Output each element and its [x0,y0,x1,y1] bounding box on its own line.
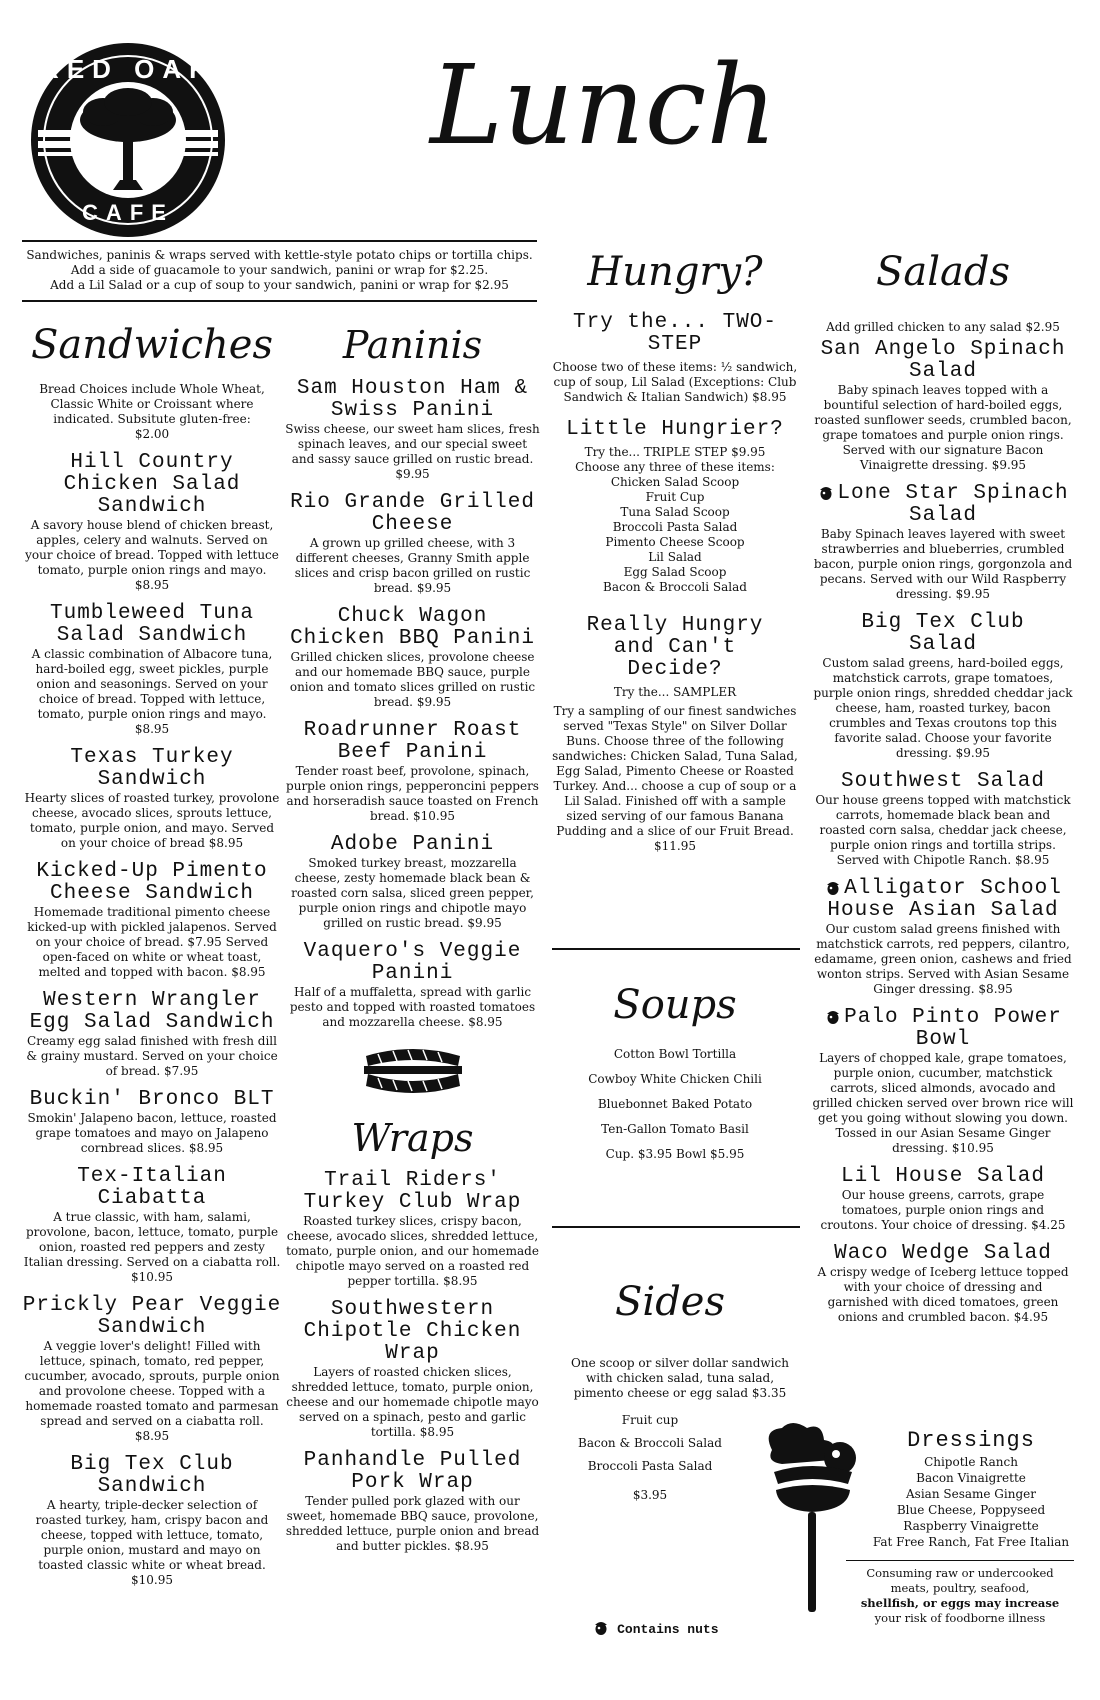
paninis-heading: Paninis [342,323,483,367]
item-name: Vaquero's Veggie Panini [303,940,522,985]
item-name: Big Tex Club Salad [861,611,1025,656]
item-desc: A savory house blend of chicken breast, apples, celery and walnuts. Served on your choice of bread. Topped with lettuce tomato, purple onion rings and mayo. $8.95 [25,518,279,592]
item-name: Really Hungry and Can't Decide? [586,614,764,681]
menu-item [22,452,282,593]
dressing-item: Fat Free Ranch, Fat Free Italian [872,1535,1070,1549]
intro-text [22,248,537,293]
item-desc: A hearty, triple-decker selection of roasted turkey, ham, crispy bacon and cheese, topped with lettuce, tomato, purple onion, mustard and mayo on toasted classic white or wheat bread. $10.95 [35,1498,269,1587]
list-item: Broccoli Pasta Salad [612,520,738,534]
item-name: Buckin' Bronco BLT [29,1088,275,1111]
sides-desc: One scoop or silver dollar sandwich with chicken salad, tuna salad, pimento cheese or egg salad $3.35 [571,1356,789,1400]
item-name: Prickly Pear Veggie Sandwich [22,1294,282,1339]
menu-item [22,861,282,980]
menu-item [22,603,282,737]
dressings-section [868,1428,1074,1550]
menu-item [22,990,282,1079]
menu-item [285,1450,540,1554]
item-name: Rio Grande Grilled Cheese [290,491,535,536]
intro-bottom-rule [22,300,537,302]
item-desc: Try a sampling of our finest sandwiches served "Texas Style" on Silver Dollar Buns. Choose three of the following sandwiches: Chicken Salad, Tuna Salad, Egg Salad, Pimento Cheese or Roasted Turkey. And... choose a cup of soup or a Lil Salad. Finished off with a sample sized serving of our famous Banana Pudding and a slice of our Fruit Bread. $11.95 [552,704,798,853]
menu-item [285,720,540,824]
item-name: Adobe Panini [330,833,495,856]
item-name: Waco Wedge Salad [834,1242,1052,1265]
item-name: Tex-Italian Ciabatta [77,1165,227,1210]
warning-line: your risk of foodborne illness [874,1611,1046,1625]
intro-top-rule [22,240,537,242]
list-item: Chicken Salad Scoop [610,475,740,489]
item-desc: Half of a muffaletta, spread with garlic pesto and topped with roasted tomatoes and mozzarella cheese. $8.95 [289,985,536,1029]
little-hungrier-item [552,419,798,595]
hungry-column [552,232,798,864]
side-item: Fruit cup [621,1413,679,1427]
item-name: Big Tex Club Sandwich [70,1453,234,1498]
wraps-heading: Wraps [351,1116,474,1160]
item-desc: Tender pulled pork glazed with our sweet, homemade BBQ sauce, provolone, shredded lettuce, purple onion and bread and butter pickles. $8.95 [285,1494,540,1553]
item-desc: Choose two of these items: ½ sandwich, cup of soup, Lil Salad (Exceptions: Club Sandwich & Italian Sandwich) $8.95 [552,360,798,404]
item-desc: A true classic, with ham, salami, provolone, bacon, lettuce, tomato, purple onion, roasted red peppers and zesty Italian dressing. Served on a ciabatta roll. $10.95 [23,1210,281,1284]
item-desc: Hearty slices of roasted turkey, provolone cheese, avocado slices, sprouts lettuce, tomato, purple onion, and mayo. Served on your choice of bread $8.95 [24,791,280,850]
item-desc: Baby spinach leaves topped with a bountiful selection of hard-boiled eggs, roasted sunflower seeds, crumbled bacon, grape tomatoes and purple onion rings. Served with our signature Bacon Vinaigrette dressing. $9.95 [814,383,1072,472]
two-step-item [552,312,798,405]
soup-item: Ten-Gallon Tomato Basil [601,1122,749,1136]
logo-bottom-text: CAFE [82,200,174,225]
item-name-text: Alligator School House Asian Salad [827,877,1062,922]
item-name: Texas Turkey Sandwich [70,746,234,791]
menu-item [285,941,540,1030]
warning-line-bold: shellfish, or eggs may increase [860,1596,1060,1610]
item-desc: A grown up grilled cheese, with 3 different cheeses, Granny Smith apple slices and crisp bacon grilled on rustic bread. $9.95 [294,536,531,595]
item-desc: Tender roast beef, provolone, spinach, purple onion rings, pepperoncini peppers and horseradish sauce toasted on French bread. $10.95 [286,764,539,823]
nut-icon [592,1618,610,1636]
item-desc: Our house greens, carrots, grape tomatoes, purple onion rings and croutons. Your choice of dressing. $4.25 [820,1188,1066,1232]
menu-item [812,1007,1074,1156]
menu-item [285,378,540,482]
item-name: Panhandle Pulled Pork Wrap [303,1449,522,1494]
sides-top-rule [552,1226,800,1228]
logo-top-text: RED OAK [40,54,216,84]
menu-item [812,483,1074,602]
soups-top-rule [552,948,800,950]
item-name-text: Palo Pinto Power Bowl [844,1006,1062,1051]
panini-illustration [285,1042,540,1104]
menu-item [22,1089,282,1156]
menu-item [812,1243,1074,1325]
item-choose: Choose any three of these items: [575,460,775,474]
side-price: $3.95 [632,1488,668,1502]
menu-item [812,339,1074,473]
item-desc: Creamy egg salad finished with fresh dill & grainy mustard. Served on your choice of bread. $7.95 [26,1034,278,1078]
item-name: Try the... TWO-STEP [572,311,778,356]
soup-item: Bluebonnet Baked Potato [597,1097,753,1111]
menu-item [22,1166,282,1285]
item-try: Try the... SAMPLER [613,685,737,699]
item-try: Try the... TRIPLE STEP $9.95 [584,445,766,459]
menu-item [285,1299,540,1440]
list-item: Bacon & Broccoli Salad [603,580,747,594]
item-desc: Smokin' Jalapeno bacon, lettuce, roasted grape tomatoes and mayo on Jalapeno cornbread slices. $8.95 [27,1111,277,1155]
salads-column [812,232,1074,1335]
menu-item [285,606,540,710]
nut-icon [817,483,835,501]
menu-item [22,1295,282,1444]
item-name [812,878,1074,922]
item-desc: Smoked turkey breast, mozzarella cheese, zesty homemade black bean & roasted corn salsa, sliced green pepper, purple onion rings and chipotle mayo grilled on rustic bread. $9.95 [291,856,534,930]
item-desc: Roasted turkey slices, crispy bacon, cheese, avocado slices, shredded lettuce, tomato, purple onion, and our homemade chipotle mayo served on a roasted red pepper tortilla. $8.95 [286,1214,539,1288]
sampler-item [552,615,798,854]
sandwiches-column [22,312,282,1598]
warning-rule [846,1560,1074,1561]
dressing-item: Bacon Vinaigrette [916,1471,1026,1485]
item-desc: Layers of roasted chicken slices, shredded lettuce, tomato, purple onion, cheese and our homemade chipotle mayo served on a spinach, pesto and garlic tortilla. $8.95 [286,1365,539,1439]
item-name: Hill Country Chicken Salad Sandwich [63,451,241,518]
food-warning [846,1566,1074,1626]
intro-line: Sandwiches, paninis & wraps served with kettle-style potato chips or tortilla chips. [26,248,533,262]
soups-section [552,968,798,1167]
item-desc: A veggie lover's delight! Filled with lettuce, spinach, tomato, red pepper, cucumber, avocado, sprouts, purple onion and provolone cheese. Topped with a homemade roasted tomato and parmesan spread and served on a ciabatta roll. $8.95 [24,1339,280,1443]
menu-item [285,492,540,596]
item-name: Roadrunner Roast Beef Panini [303,719,522,764]
menu-item [812,1166,1074,1233]
dressing-item: Raspberry Vinaigrette [903,1519,1039,1533]
item-name: Lil House Salad [840,1165,1046,1188]
item-name: Sam Houston Ham & Swiss Panini [296,377,529,422]
nut-icon [824,1007,842,1025]
side-item: Bacon & Broccoli Salad [578,1436,722,1450]
item-name: Trail Riders' Turkey Club Wrap [303,1169,522,1214]
menu-item [22,1454,282,1588]
paninis-column [285,312,540,1564]
menu-item [22,747,282,851]
list-item: Egg Salad Scoop [623,565,727,579]
bread-note: Bread Choices include Whole Wheat, Classic White or Croissant where indicated. Subsitute gluten-free: $2.00 [39,382,265,441]
dressing-item: Blue Cheese, Poppyseed [896,1503,1046,1517]
dressing-item: Asian Sesame Ginger [906,1487,1036,1501]
menu-item [285,834,540,931]
soups-heading: Soups [613,982,737,1028]
intro-line: Add a Lil Salad or a cup of soup to your sandwich, panini or wrap for $2.95 [50,278,509,292]
soup-item: Cotton Bowl Tortilla [613,1047,737,1061]
item-desc: Grilled chicken slices, provolone cheese and our homemade BBQ sauce, purple onion and tomato slices grilled on rustic bread. $9.95 [289,650,536,709]
item-desc: Baby Spinach leaves layered with sweet strawberries and blueberries, crumbled bacon, purple onion rings, gorgonzola and pecans. Served with our Wild Raspberry dressing. $9.95 [813,527,1073,601]
sides-heading: Sides [615,1279,725,1325]
item-desc: Our custom salad greens finished with matchstick carrots, red peppers, cilantro, edamame, green onion, cashews and fried wonton strips. Served with Asian Sesame Ginger dressing. $8.95 [814,922,1072,996]
soup-item: Cowboy White Chicken Chili [588,1072,762,1086]
menu-item [812,878,1074,997]
salads-heading: Salads [875,249,1011,295]
sandwich-list [22,452,282,1588]
warning-line: Consuming raw or undercooked meats, poultry, seafood, [866,1566,1054,1595]
hungry-heading: Hungry? [587,249,763,295]
menu-item [285,1170,540,1289]
salads-note: Add grilled chicken to any salad $2.95 [826,320,1060,334]
item-name [812,1007,1074,1051]
item-name: Tumbleweed Tuna Salad Sandwich [49,602,255,647]
item-name: Western Wrangler Egg Salad Sandwich [29,989,275,1034]
item-name: Kicked-Up Pimento Cheese Sandwich [36,860,268,905]
intro-line: Add a side of guacamole to your sandwich, panini or wrap for $2.25. [70,263,489,277]
menu-item [812,612,1074,761]
item-name: San Angelo Spinach Salad [820,338,1066,383]
side-item: Broccoli Pasta Salad [587,1459,713,1473]
item-name-text: Lone Star Spinach Salad [837,482,1069,527]
item-name: Chuck Wagon Chicken BBQ Panini [290,605,535,650]
item-desc: Homemade traditional pimento cheese kicked-up with pickled jalapenos. Served on your choice of bread. $7.95 Served open-faced on white or wheat toast, melted and topped with bacon. $8.95 [27,905,277,979]
item-desc: Our house greens topped with matchstick carrots, homemade black bean and roasted corn salsa, cheddar jack cheese, purple onion rings and tortilla strips. Served with Chipotle Ranch. $8.95 [815,793,1071,867]
soup-price: Cup. $3.95 Bowl $5.95 [605,1147,745,1161]
menu-item [812,771,1074,868]
page-title: Lunch [430,41,778,169]
nuts-legend [592,1618,719,1637]
item-name: Southwest Salad [840,770,1046,793]
item-desc: Custom salad greens, hard-boiled eggs, matchstick carrots, grape tomatoes, purple onion rings, shredded cheddar jack cheese, ham, roasted turkey, bacon crumbles and Texas croutons top this favorite salad. Choose your favorite dressing. $9.95 [813,656,1073,760]
item-name: Southwestern Chipotle Chicken Wrap [303,1298,522,1365]
nut-icon [824,878,842,896]
item-name: Little Hungrier? [566,418,784,441]
item-desc: Swiss cheese, our sweet ham slices, fresh spinach leaves, and our special sweet and sassy sauce grilled on rustic bread. $9.95 [285,422,540,481]
dressing-item: Chipotle Ranch [924,1455,1018,1469]
item-desc: A crispy wedge of Iceberg lettuce topped with your choice of dressing and garnished with diced tomatoes, green onions and crumbled bacon. $4.95 [817,1265,1069,1324]
sandwiches-heading: Sandwiches [30,322,273,368]
nuts-legend-text: Contains nuts [617,1622,719,1637]
list-item: Pimento Cheese Scoop [605,535,745,549]
dressings-heading: Dressings [907,1428,1035,1453]
item-desc: A classic combination of Albacore tuna, hard-boiled egg, sweet pickles, purple onion and seasonings. Served on your choice of bread. Topped with lettuce, tomato, purple onion rings and mayo. $8.95 [31,647,273,736]
list-item: Fruit Cup [645,490,705,504]
list-item: Lil Salad [648,550,702,564]
item-desc: Layers of chopped kale, grape tomatoes, purple onion, cucumber, matchstick carrots, sliced almonds, avocado and grilled chicken served over brown rice will get you going without slowing you down. Tossed in our Asian Sesame Ginger dressing. $10.95 [812,1051,1074,1155]
item-name [812,483,1074,527]
cafe-logo [28,40,228,240]
list-item: Tuna Salad Scoop [620,505,730,519]
